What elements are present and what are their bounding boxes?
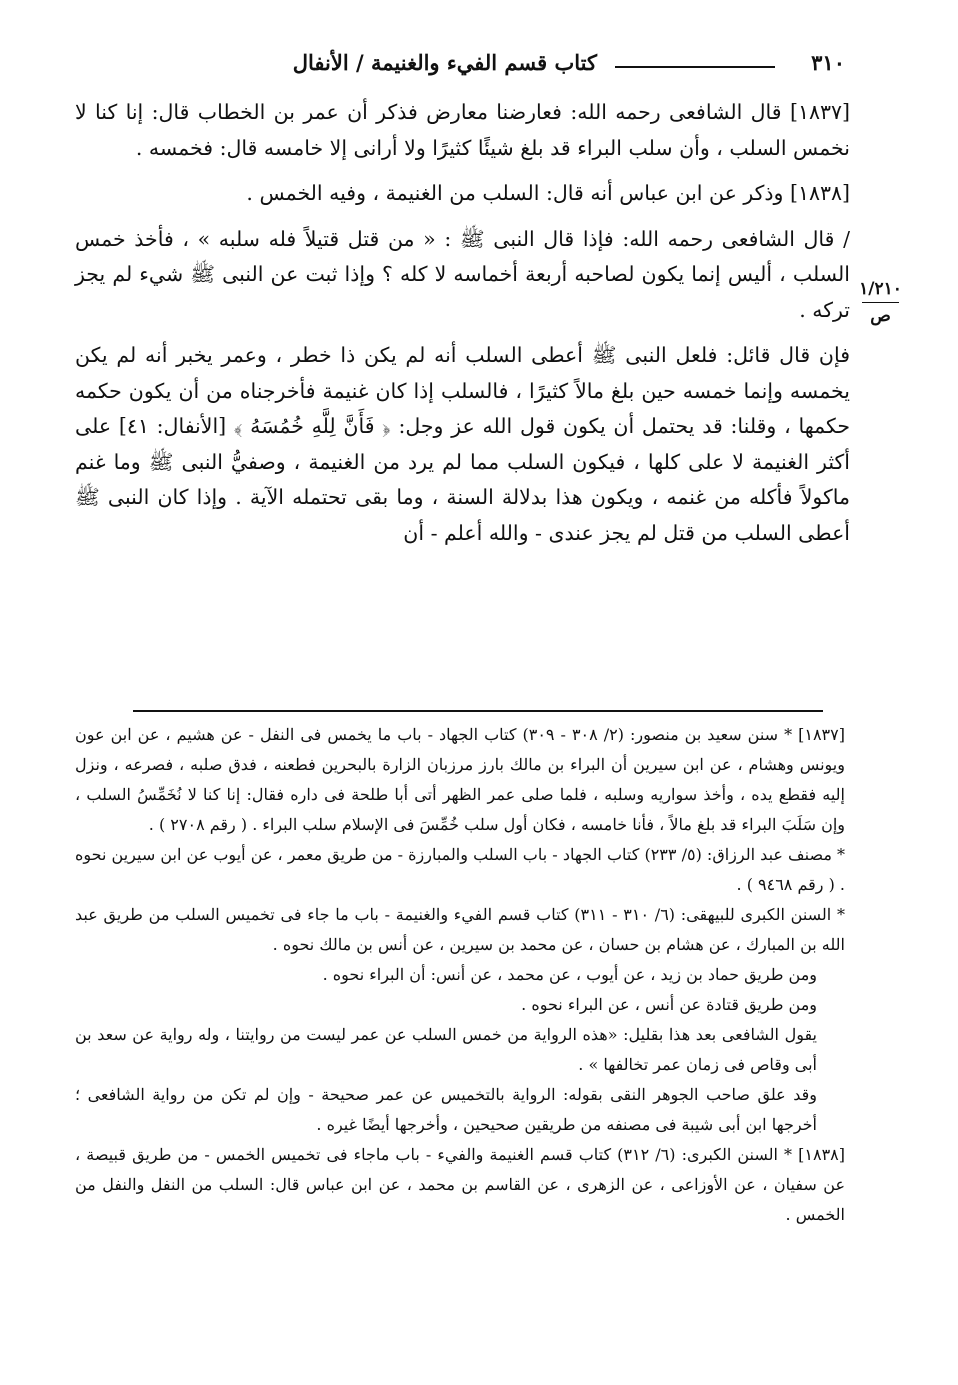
footnote-jawhar: وقد علق صاحب الجوهر النقى بقوله: الرواية بالتخميس عن عمر صحيحة - وإن لم تكن من رواية الشافعى ؛ أخرجها ابن أبى شيبة فى مصنفه من طريقين صحيحين ، وأخرجها أيضًا غيره . — [75, 1085, 817, 1134]
chapter-title: كتاب قسم الفيء والغنيمة / الأنفال — [292, 50, 597, 75]
footnote-hammad: ومن طريق حماد بن زيد ، عن أيوب ، عن محمد ، عن أنس: أن البراء نحوه . — [322, 965, 817, 984]
margin-reference — [858, 278, 903, 327]
main-text — [75, 95, 850, 561]
paragraph-shafii: / قال الشافعى رحمه الله: فإذا قال النبى ﷺ : « من قتل قتيلاً فله سلبه » ، فأخذ خمس السلب ، أليس إنما يكون لصاحبه أربعة أخماسه لا كله ؟ وإذا ثبت عن النبى ﷺ شيء لم يجز تركه . — [75, 226, 850, 322]
header-rule — [615, 66, 775, 68]
footnotes — [75, 720, 845, 1230]
margin-ref-top: ١/٢١٠ — [859, 279, 902, 299]
footnote-abdulrazzaq: * مصنف عبد الرزاق: (٥/ ٢٣٣) كتاب الجهاد - باب السلب والمبارزة - من طريق معمر ، عن أيوب عن ابن سيرين نحوه . ( رقم ٩٤٦٨ ) . — [75, 845, 845, 894]
paragraph-1837: [١٨٣٧] قال الشافعى رحمه الله: فعارضنا معارض فذكر أن عمر بن الخطاب قال: إنا كنا لا نخمس السلب ، وأن سلب البراء قد بلغ شيئًا كثيرًا ولا أرانى إلا خامسه قال: فخمسه . — [75, 100, 850, 160]
footnote-shafii-comment: يقول الشافعى بعد هذا بقليل: «هذه الرواية من خمس السلب عن عمر ليست من روايتنا ، وله رواية عن سعد بن أبى وقاص فى زمان عمر تخالفها » . — [75, 1025, 818, 1074]
paragraph-objection: فإن قال قائل: فلعل النبى ﷺ أعطى السلب أنه لم يكن ذا خطر ، وعمر يخبر أنه لم يكن يخمسه وإنما خمسه حين بلغ مالاً كثيرًا ، فالسلب إذا كان غنيمة فأخرجناه من أن يكون حكمه حكمها ، وقلنا: قد يحتمل أن يكون قول الله عز وجل: ﴿ فَأَنَّ لِلَّهِ خُمُسَهُ ﴾ [الأنفال: ٤١] على أكثر الغنيمة لا على كلها ، فيكون السلب مما لم يرد من الغنيمة ، وصفيُّ النبى ﷺ وما غنم ماكولاً فأكله من غنمه ، ويكون هذا بدلالة السنة ، وما بقى تحتمله الآية . وإذا كان النبى ﷺ أعطى السلب من قتل لم يجز عندى - والله أعلم - أن — [75, 343, 850, 545]
running-header — [85, 50, 845, 80]
footnote-1837-saeed: [١٨٣٧] * سنن سعيد بن منصور: (٢/ ٣٠٨ - ٣٠٩) كتاب الجهاد - باب ما يخمس فى النفل - عن هشيم ، عن ابن عون ويونس وهشام ، عن ابن سيرين أن البراء بن مالك بارز مرزبان الزارة بالبحرين فطعنه ، فدق صلبه ، فصرعه ، ونزل إليه فقطع يده ، وأخذ سواريه وسلبه ، فلما صلى عمر الظهر أتى أبا طلحة فى داره فقال: إنا كنا لا نُخَمِّسُ السلب ، وإن سَلَبَ البراء قد بلغ مالاً ، فأنا خامسه ، فكان أول سلب خُمِّسَ فى الإسلام سلب البراء . ( رقم ٢٧٠٨ ) . — [75, 725, 845, 834]
margin-ref-bottom: ص — [870, 306, 891, 326]
paragraph-1838: [١٨٣٨] وذكر عن ابن عباس أنه قال: السلب من الغنيمة ، وفيه الخمس . — [246, 181, 850, 205]
footnote-qatada: ومن طريق قتادة عن أنس ، عن البراء نحوه . — [521, 995, 817, 1014]
page-number: ٣١٠ — [811, 50, 845, 75]
footnote-bayhaqi: * السنن الكبرى للبيهقى: (٦/ ٣١٠ - ٣١١) كتاب قسم الفيء والغنيمة - باب ما جاء فى تخميس السلب من طريق عبد الله بن المبارك ، عن هشام بن حسان ، عن محمد بن سيرين ، عن أنس بن مالك نحوه . — [75, 905, 846, 954]
margin-ref-rule — [862, 302, 899, 303]
footnote-separator — [133, 710, 823, 712]
footnote-1838: [١٨٣٨] * السنن الكبرى: (٦/ ٣١٢) كتاب قسم الغنيمة والفيء - باب ماجاء فى تخميس الخمس - من طريق قبيصة ، عن سفيان ، عن الأوزاعى ، عن الزهرى ، عن القاسم بن محمد ، عن ابن عباس قال: السلب من النفل والنفل من الخمس . — [75, 1145, 845, 1224]
